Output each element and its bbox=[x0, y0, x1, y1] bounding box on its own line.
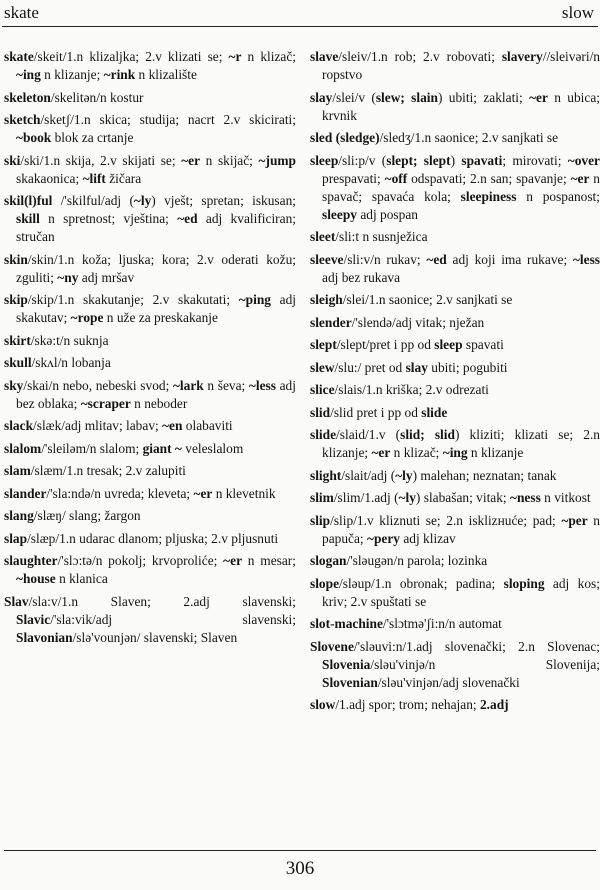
dictionary-entry: slid/slid pret i pp od slide bbox=[310, 404, 448, 420]
page-number: 306 bbox=[285, 858, 315, 879]
header-right-guide-word: slow bbox=[561, 3, 594, 22]
dictionary-entry: slope/sləup/1.n obronak; padina; sloping adj kos; kriv; 2.v spuštati se bbox=[310, 575, 600, 609]
dictionary-entry: slender/'slendə/adj vitak; nježan bbox=[310, 314, 485, 330]
dictionary-entry: sketch/sketʃ/1.n skica; studija; nacrt 2.v skicirati; ~book blok za crtanje bbox=[4, 112, 296, 145]
dictionary-entry: skip/skip/1.n skakutanje; 2.v skakutati; ~ping adj skakutav; ~rope n uže za preskakanje bbox=[4, 292, 296, 325]
dictionary-entry: ski/ski/1.n skija, 2.v skijati se; ~er n skijač; ~jump skakaonica; ~lift žičara bbox=[4, 152, 296, 186]
dictionary-entry: slam/slæm/1.n tresak; 2.v zalupiti bbox=[4, 463, 186, 478]
dictionary-entry: skate/skeit/1.n klizaljka; 2.v klizati se; ~r n klizač; ~ing n klizanje; ~rink n klizalište bbox=[4, 49, 296, 82]
dictionary-entry: sleeve/sli:v/n rukav; ~ed adj koji ima rukave; ~less adj bez rukava bbox=[310, 251, 600, 285]
dictionary-entry: slack/slæk/adj mlitav; labav; ~en olabaviti bbox=[4, 418, 233, 433]
dictionary-entry: Slovene/'sləuvi:n/1.adj slovenački; 2.n Slovenac; Slovenia/sləu'vinjə/n Slovenija; Slovenian/sləu'vinjən/adj slovenački bbox=[310, 638, 600, 690]
dictionary-entry: slap/slæp/1.n udarac dlanom; pljuska; 2.v pljusnuti bbox=[4, 530, 279, 546]
dictionary-entry: slept/slept/pret i pp od sleep spavati bbox=[310, 337, 504, 352]
dictionary-entry: sled (sledge)/sledʒ/1.n saonice; 2.v sanjkati se bbox=[310, 130, 559, 145]
dictionary-entry: skirt/skə:t/n suknja bbox=[4, 332, 109, 348]
dictionary-entry: Slav/sla:v/1.n Slaven; 2.adj slavenski; Slavic/'sla:vik/adj slavenski; Slavonian/slə'vounjən/ slavenski; Slaven bbox=[4, 593, 296, 645]
dictionary-entry: slip/slip/1.v kliznuti se; 2.n isklizнuće; pad; ~per n papuča; ~pery adj klizav bbox=[310, 512, 600, 546]
dictionary-entry: sky/skai/n nebo, nebeski svod; ~lark n ševa; ~less adj bez oblaka; ~scraper n neboder bbox=[4, 377, 296, 411]
dictionary-entry: skeleton/skelitən/n kostur bbox=[4, 89, 144, 105]
dictionary-body bbox=[0, 48, 600, 848]
dictionary-entry: sleet/sli:t n susnježica bbox=[310, 229, 428, 244]
dictionary-entry: slot-machine/'slɔtmə'ʃi:n/n automat bbox=[310, 616, 502, 631]
dictionary-entry: slave/sleiv/1.n rob; 2.v robovati; slavery//sleivəri/n ropstvo bbox=[310, 49, 600, 82]
header-left-guide-word: skate bbox=[4, 3, 39, 22]
dictionary-entry: slew/slu:/ pret od slay ubiti; pogubiti bbox=[310, 359, 508, 375]
dictionary-entry: slander/'sla:ndə/n uvreda; kleveta; ~er n klevetnik bbox=[4, 485, 276, 501]
dictionary-entry: slogan/'sləugən/n parola; lozinka bbox=[310, 553, 488, 568]
left-column bbox=[4, 48, 296, 651]
dictionary-entry: slim/slim/1.adj (~ly) slabašan; vitak; ~ness n vitkost bbox=[310, 490, 591, 505]
dictionary-entry: slice/slais/1.n kriška; 2.v odrezati bbox=[310, 382, 489, 397]
dictionary-entry: slang/slæŋ/ slang; žargon bbox=[4, 508, 141, 523]
right-column bbox=[310, 48, 600, 719]
dictionary-entry: skull/skʌl/n lobanja bbox=[4, 355, 111, 370]
dictionary-entry: slow/1.adj spor; trom; nehajan; 2.adj bbox=[310, 697, 509, 712]
dictionary-entry: skin/skin/1.n koža; ljuska; kora; 2.v oderati kožu; zguliti; ~ny adj mršav bbox=[4, 251, 296, 285]
dictionary-entry: sleep/sli:p/v (slept; slept) spavati; mirovati; ~over prespavati; ~off odspavati; 2.n san; spavanje; ~er n spavač; spavaća kola; sleepiness n pospanost; sleepy adj pospan bbox=[310, 152, 600, 222]
dictionary-entry: slalom/'sleiləm/n slalom; giant ~ veleslalom bbox=[4, 440, 244, 456]
dictionary-entry: sleigh/slei/1.n saonice; 2.v sanjkati se bbox=[310, 292, 513, 307]
footer-rule bbox=[4, 850, 596, 851]
dictionary-entry: slay/slei/v (slew; slain) ubiti; zaklati; ~er n ubica; krvnik bbox=[310, 89, 600, 123]
page-header bbox=[2, 0, 596, 26]
dictionary-entry: slight/slait/adj (~ly) malehan; neznatan; tanak bbox=[310, 467, 557, 483]
dictionary-entry: slaughter/'slɔ:tə/n pokolj; krvoproliće; ~er n mesar; ~house n klanica bbox=[4, 553, 296, 586]
header-rule bbox=[2, 26, 598, 27]
dictionary-entry: slide/slaid/1.v (slid; slid) kliziti; klizati se; 2.n klizanje; ~er n klizač; ~ing n klizanje bbox=[310, 427, 600, 460]
dictionary-entry: skil(l)ful /'skilful/adj (~ly) vješt; spretan; iskusan; skill n spretnost; vještina; ~ed adj kvalificiran; stručan bbox=[4, 193, 296, 244]
